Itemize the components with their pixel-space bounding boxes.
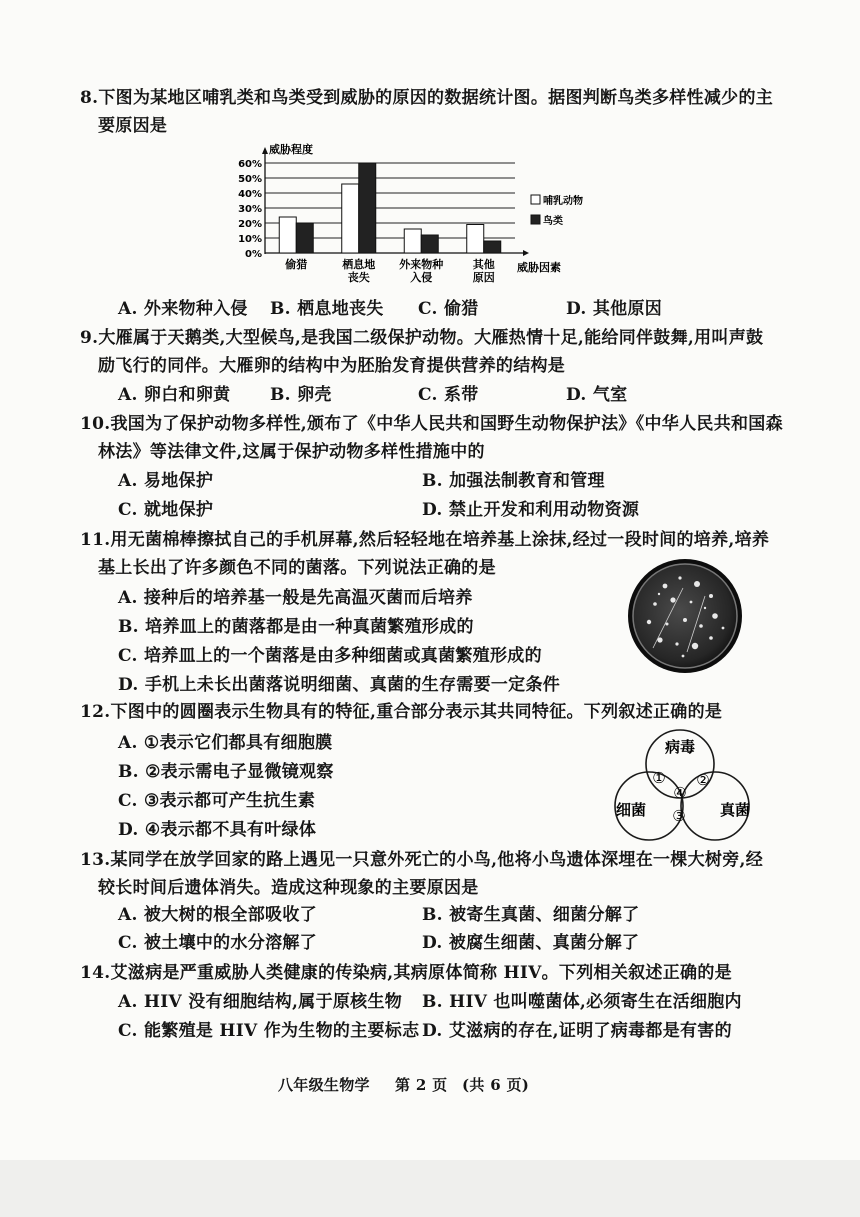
q10-stem-line2: 林法》等法律文件,这属于保护动物多样性措施中的 [98,442,485,462]
q11-stem-line2: 基上长出了许多颜色不同的菌落。下列说法正确的是 [98,558,496,578]
q12-option-b[interactable]: B. ②表示需电子显微镜观察 [118,762,334,782]
q9-option-c[interactable]: C. 系带 [418,385,479,405]
legend-label: 鸟类 [543,216,563,227]
q11-option-d[interactable]: D. 手机上未长出菌落说明细菌、真菌的生存需要一定条件 [118,675,561,695]
q14-option-a[interactable]: A. HIV 没有细胞结构,属于原核生物 [118,992,403,1012]
threat-bar-chart [225,138,645,296]
q9-option-b[interactable]: B. 卵壳 [270,385,332,405]
y-tick-label: 20% [238,219,262,230]
venn-diagram [603,728,763,848]
x-category-label: 入侵 [410,271,433,284]
q11-option-b[interactable]: B. 培养皿上的菌落都是由一种真菌繁殖形成的 [118,617,474,637]
venn-label-fungi: 真菌 [719,801,751,819]
y-tick-label: 30% [238,204,262,215]
legend-swatch [531,195,540,204]
bar-mammal [342,184,359,253]
q11-stem-line1: 11.用无菌棉棒擦拭自己的手机屏幕,然后轻轻地在培养基上涂抹,经过一段时间的培养,培养 [80,530,770,550]
x-category-label: 其他 [472,258,495,271]
legend-label: 哺乳动物 [543,196,583,207]
bar-bird [484,241,501,253]
q9-stem-line1: 9.大雁属于天鹅类,大型候鸟,是我国二级保护动物。大雁热情十足,能给同伴鼓舞,用叫声鼓 [80,328,764,348]
q13-option-a[interactable]: A. 被大树的根全部吸收了 [118,905,317,925]
x-axis-title: 威胁因素 [517,261,561,274]
scan-bottom-margin [0,1160,860,1217]
bar-mammal [467,225,484,254]
q12-option-d[interactable]: D. ④表示都不具有叶绿体 [118,820,317,840]
q14-stem-line1: 14.艾滋病是严重威胁人类健康的传染病,其病原体简称 HIV。下列相关叙述正确的是 [80,963,732,983]
petri-dish-image [625,556,745,676]
q8-stem-line1: 8.下图为某地区哺乳类和鸟类受到威胁的原因的数据统计图。据图判断鸟类多样性减少的主 [80,88,774,108]
q8-option-d[interactable]: D. 其他原因 [566,299,663,319]
footer-page-number: 第 2 页 [395,1076,448,1094]
y-tick-label: 40% [238,189,262,200]
q10-stem-line1: 10.我国为了保护动物多样性,颁布了《中华人民共和国野生动物保护法》《中华人民共和国森 [80,414,783,434]
venn-region-4: ④ [673,784,687,802]
q13-stem-line1: 13.某同学在放学回家的路上遇见一只意外死亡的小鸟,他将小鸟遗体深埋在一棵大树旁,经 [80,850,764,870]
bar-mammal [279,217,296,253]
y-tick-label: 50% [238,174,262,185]
q8-option-c[interactable]: C. 偷猎 [418,299,479,319]
q11-option-a[interactable]: A. 接种后的培养基一般是先高温灭菌而后培养 [118,588,473,608]
y-axis-title: 威胁程度 [269,143,313,156]
q13-option-d[interactable]: D. 被腐生细菌、真菌分解了 [422,933,640,953]
bar-bird [359,163,376,253]
q9-option-a[interactable]: A. 卵白和卵黄 [118,385,231,405]
x-category-label: 丧失 [347,271,370,284]
venn-region-1: ① [652,769,666,787]
q12-option-c[interactable]: C. ③表示都可产生抗生素 [118,791,316,811]
venn-region-2: ② [696,771,710,789]
q8-option-a[interactable]: A. 外来物种入侵 [118,299,248,319]
bar-mammal [404,229,421,253]
y-axis-arrow [262,147,268,154]
q8-option-b[interactable]: B. 栖息地丧失 [270,299,384,319]
q11-option-c[interactable]: C. 培养皿上的一个菌落是由多种细菌或真菌繁殖形成的 [118,646,542,666]
x-category-label: 偷猎 [285,258,308,271]
bar-bird [296,223,313,253]
q12-stem-line1: 12.下图中的圆圈表示生物具有的特征,重合部分表示其共同特征。下列叙述正确的是 [80,702,723,722]
footer-subject: 八年级生物学 [278,1076,370,1094]
x-category-label: 原因 [472,271,495,284]
q10-option-a[interactable]: A. 易地保护 [118,471,214,491]
venn-region-3: ③ [672,807,686,825]
legend-swatch [531,215,540,224]
q9-option-d[interactable]: D. 气室 [566,385,628,405]
q14-option-b[interactable]: B. HIV 也叫噬菌体,必须寄生在活细胞内 [422,992,742,1012]
y-tick-label: 10% [238,234,262,245]
q8-stem-line2: 要原因是 [98,116,168,136]
q10-option-d[interactable]: D. 禁止开发和利用动物资源 [422,500,640,520]
q13-stem-line2: 较长时间后遗体消失。造成这种现象的主要原因是 [98,878,479,898]
footer-total-pages: (共 6 页) [462,1076,530,1094]
q13-option-b[interactable]: B. 被寄生真菌、细菌分解了 [422,905,640,925]
q13-option-c[interactable]: C. 被土壤中的水分溶解了 [118,933,317,953]
venn-label-virus: 病毒 [664,738,696,756]
x-category-label: 栖息地 [342,258,376,271]
x-axis-arrow [523,250,529,256]
bar-bird [421,235,438,253]
x-category-label: 外来物种 [399,258,444,271]
q10-option-b[interactable]: B. 加强法制教育和管理 [422,471,605,491]
q10-option-c[interactable]: C. 就地保护 [118,500,214,520]
q12-option-a[interactable]: A. ①表示它们都具有细胞膜 [118,733,333,753]
q14-option-d[interactable]: D. 艾滋病的存在,证明了病毒都是有害的 [422,1021,732,1041]
q9-stem-line2: 励飞行的同伴。大雁卵的结构中为胚胎发育提供营养的结构是 [98,356,566,376]
venn-label-bacteria: 细菌 [615,801,647,819]
y-tick-label: 60% [238,159,262,170]
q14-option-c[interactable]: C. 能繁殖是 HIV 作为生物的主要标志 [118,1021,420,1041]
y-tick-label: 0% [245,249,262,260]
